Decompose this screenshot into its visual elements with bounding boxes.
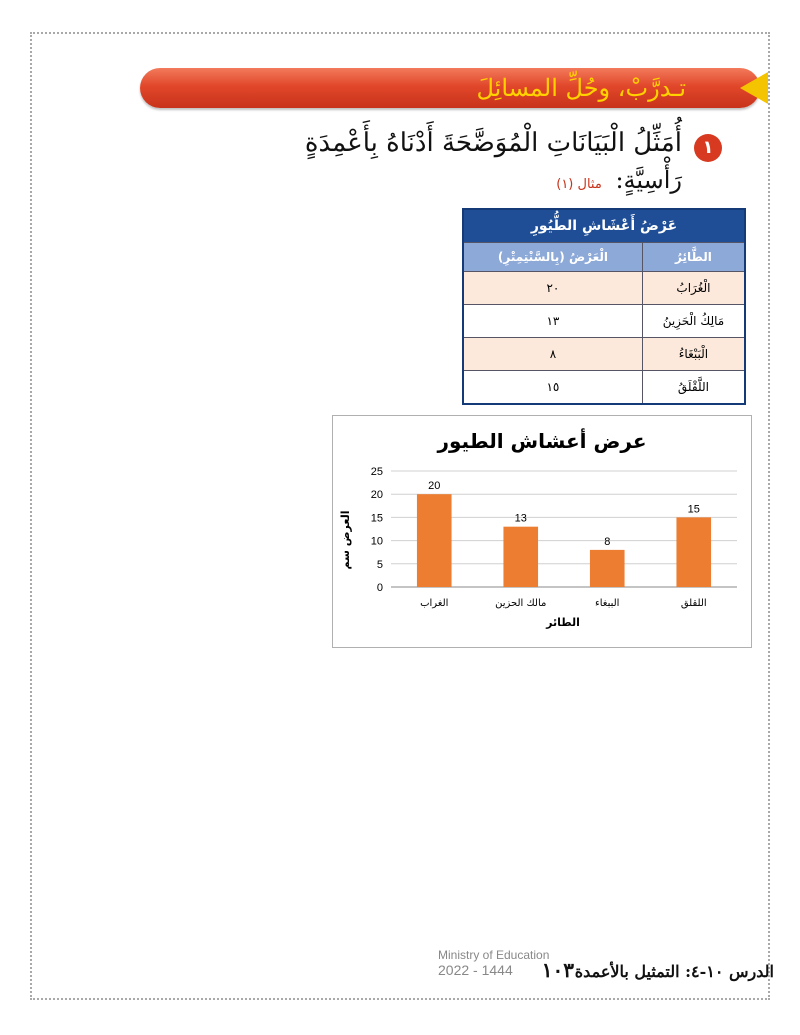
chart-title: عرض أعشاش الطيور <box>437 429 647 453</box>
question-text-line1: أُمَثِّلُ الْبَيَانَاتِ الْمُوَضَّحَةَ أَدْنَاهُ بِأَعْمِدَةٍ <box>304 128 682 158</box>
table-cell-bird: الْغُرَابُ <box>642 272 745 305</box>
chart-data-label: 20 <box>428 480 441 493</box>
bar-chart <box>332 415 752 648</box>
chart-svg <box>333 416 751 647</box>
chart-x-axis-label: الطائر <box>546 616 580 629</box>
chart-y-tick-label: 5 <box>376 558 383 571</box>
example-reference: مثال (١) <box>556 177 602 192</box>
table-cell-bird: مَالِكُ الْحَزِينُ <box>642 305 745 338</box>
table-cell-bird: اللَّقْلَقُ <box>642 371 745 405</box>
chart-x-tick-label: مالك الحزين <box>495 598 547 609</box>
chart-y-tick-label: 15 <box>370 512 383 525</box>
table-header-width: الْعَرْضُ (بِالسَّنْتِمِتْرِ) <box>463 243 642 272</box>
table-cell-width: ١٥ <box>463 371 642 405</box>
chart-bar <box>503 527 538 587</box>
chart-x-tick-label: الغراب <box>420 598 449 609</box>
table-cell-width: ٨ <box>463 338 642 371</box>
chart-x-tick-label: الببغاء <box>595 598 620 609</box>
page-footer <box>438 958 774 988</box>
chart-bar <box>417 494 452 587</box>
data-table <box>462 208 746 405</box>
table-cell-width: ٢٠ <box>463 272 642 305</box>
question-number: ١ <box>694 134 722 162</box>
table-cell-width: ١٣ <box>463 305 642 338</box>
banner-arrow-icon <box>740 72 768 104</box>
section-banner <box>140 68 760 108</box>
chart-data-label: 15 <box>687 503 700 516</box>
chart-data-label: 8 <box>604 535 611 548</box>
table-cell-bird: الْبَبْغَاءُ <box>642 338 745 371</box>
question-text-line2-word: رَأْسِيَّةٍ: <box>615 166 682 194</box>
question-text-line2 <box>556 166 682 194</box>
table-row <box>463 272 745 305</box>
table-title: عَرْضُ أَعْشَاشِ الطُّيُورِ <box>463 209 745 243</box>
chart-bar <box>590 550 625 587</box>
table-row <box>463 338 745 371</box>
banner-title: تـدرَّبْ، وحُلِّ المسائِلَ <box>476 74 686 102</box>
chart-y-tick-label: 10 <box>370 535 383 548</box>
lesson-title: الدرس ١٠-٤: التمثيل بالأعمدة <box>574 962 774 981</box>
chart-y-tick-label: 20 <box>370 489 383 502</box>
table-row <box>463 371 745 405</box>
chart-x-tick-label: اللقلق <box>680 598 707 609</box>
table-header-bird: الطَّائِرُ <box>642 243 745 272</box>
chart-y-tick-label: 0 <box>376 582 383 594</box>
chart-data-label: 13 <box>514 512 527 525</box>
chart-bar <box>676 517 711 587</box>
table-row <box>463 305 745 338</box>
chart-y-axis-label: العرض سم <box>339 510 352 570</box>
page-number: ١٠٣ <box>541 958 574 982</box>
ministry-watermark: Ministry of Education <box>438 948 550 962</box>
chart-y-tick-label: 25 <box>370 466 383 478</box>
year-watermark: 2022 - 1444 <box>438 962 513 978</box>
